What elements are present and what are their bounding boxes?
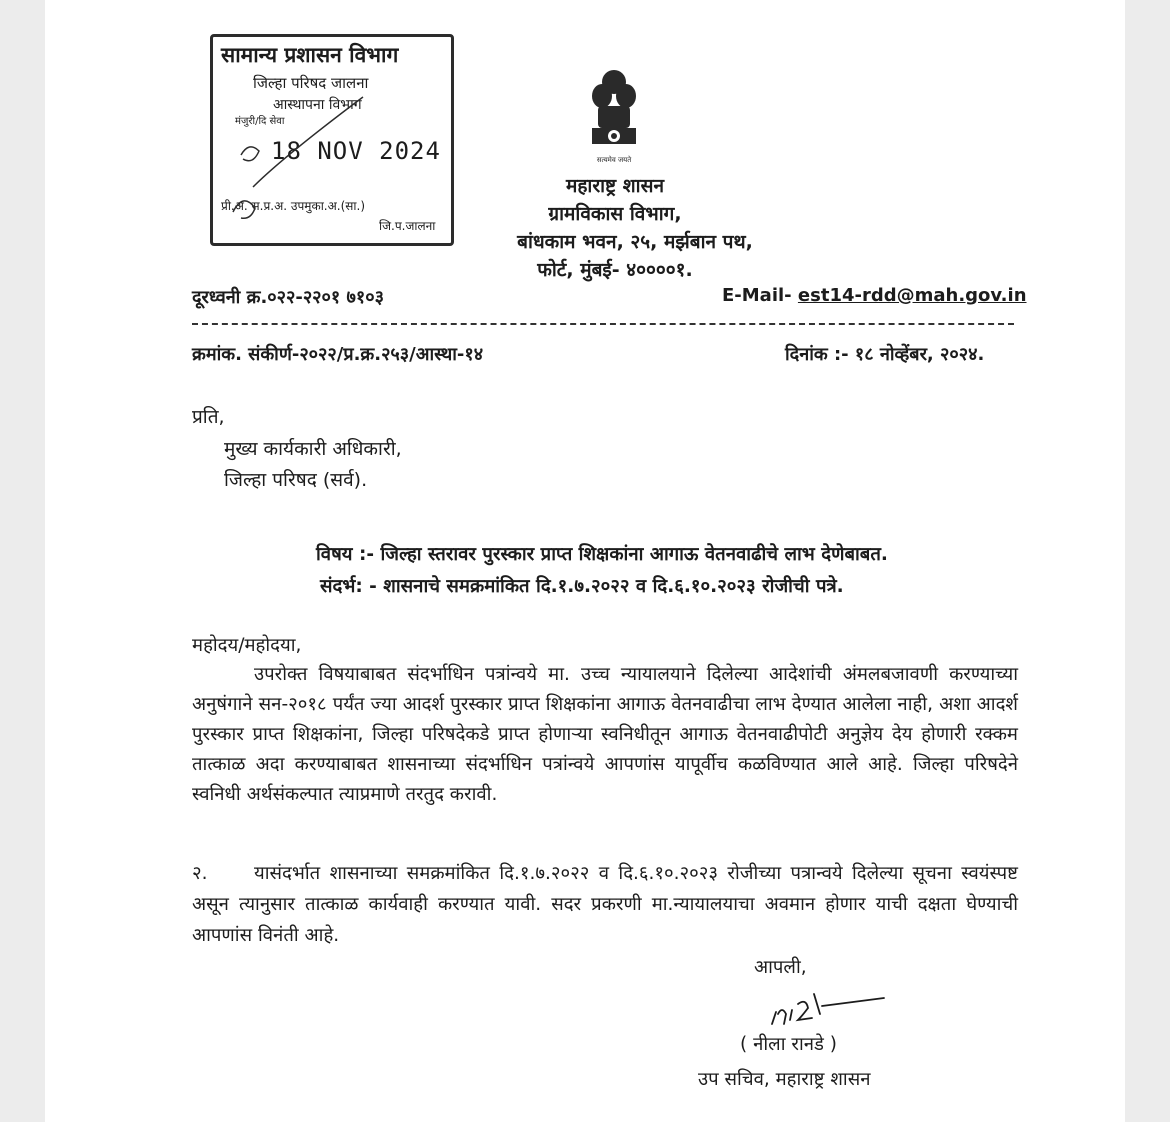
emblem-motto: सत्यमेव जयते [596,156,632,164]
signature-image [764,984,888,1034]
stamp-line-4: मंजुरी/दि सेवा [235,116,285,127]
stamp-line-3: आस्थापना विभाग [273,97,362,113]
paragraph-2-number: २. [192,863,208,884]
stamp-date: 18 NOV 2024 [271,137,441,165]
letter-date: दिनांक :- १८ नोव्हेंबर, २०२४. [785,344,985,365]
national-emblem-icon [584,66,644,166]
signatory-designation: उप सचिव, महाराष्ट्र शासन [698,1069,871,1090]
subject-line: विषय :- जिल्हा स्तरावर पुरस्कार प्राप्त शिक्षकांना आगाऊ वेतनवाढीचे लाभ देणेबाबत. [316,544,888,565]
stamp-line-1: सामान्य प्रशासन विभाग [221,43,399,67]
header-divider [192,323,1014,325]
paragraph-2-text: यासंदर्भात शासनाच्या समक्रमांकित दि.१.७.२०२२ व दि.६.१०.२०२३ रोजीच्या पत्रान्वये दिलेल्या सूचना स्वयंस्पष्ट असून त्यानुसार तात्काळ कार्यवाही करण्यात यावी. सदर प्रकरणी मा.न्यायालयाचा अवमान होणार याची दक्षता घेण्याची आपणांस विनंती आहे. [192,863,1018,946]
dept-name: ग्रामविकास विभाग, [548,203,682,225]
phone-number: दूरध्वनी क्र.०२२-२२०१ ७१०३ [192,287,384,308]
stamp-scribble [213,37,451,243]
paragraph-1 [192,660,1018,810]
salutation: महोदय/महोदया, [192,635,302,656]
stamp-line-6: प्री.अ. स.प्र.अ. उपमुका.अ.(सा.) [221,199,366,213]
stamp-line-2: जिल्हा परिषद जालना [253,74,369,92]
to-prefix: प्रति, [192,406,225,428]
email-link[interactable]: est14-rdd@mah.gov.in [797,285,1027,306]
closing: आपली, [754,957,807,978]
signatory-name: ( नीला रानडे ) [740,1034,837,1055]
govt-name: महाराष्ट्र शासन [565,175,664,197]
to-line-2: जिल्हा परिषद (सर्व). [224,469,368,491]
reference-line: संदर्भ: - शासनाचे समक्रमांकित दि.१.७.२०२२ व दि.६.१०.२०२३ रोजीची पत्रे. [320,576,844,597]
paragraph-2 [192,858,1018,951]
email-label: E-Mail- [722,285,792,306]
address-line-2: फोर्ट, मुंबई- ४००००१. [537,259,693,281]
stamp-line-7: जि.प.जालना [379,219,436,233]
paragraph-1-text: उपरोक्त विषयाबाबत संदर्भाधिन पत्रांन्वये मा. उच्च न्यायालयाने दिलेल्या आदेशांची अंमलबजावणी करण्याच्या अनुषंगाने सन-२०१८ पर्यंत ज्या आदर्श पुरस्कार प्राप्त शिक्षकांना आगाऊ वेतनवाढीचा लाभ देण्यात आलेला नाही, अशा आदर्श पुरस्कार प्राप्त शिक्षकांना, जिल्हा परिषदेकडे प्राप्त होणाऱ्या स्वनिधीतून आगाऊ वेतनवाढीपोटी अनुज्ञेय देय होणारी रक्कम तात्काळ अदा करण्याबाबत शासनाच्या संदर्भाधिन पत्रांन्वये आपणांस यापूर्वीच कळविण्यात आले आहे. जिल्हा परिषदेने स्वनिधी अर्थसंकल्पात त्याप्रमाणे तरतुद करावी. [192,664,1018,805]
email-block [722,285,1027,306]
office-stamp [210,34,454,246]
address-line-1: बांधकाम भवन, २५, मर्झबान पथ, [517,231,753,253]
reference-number: क्रमांक. संकीर्ण-२०२२/प्र.क्र.२५३/आस्था-१४ [192,344,484,365]
to-line-1: मुख्य कार्यकारी अधिकारी, [224,438,402,460]
